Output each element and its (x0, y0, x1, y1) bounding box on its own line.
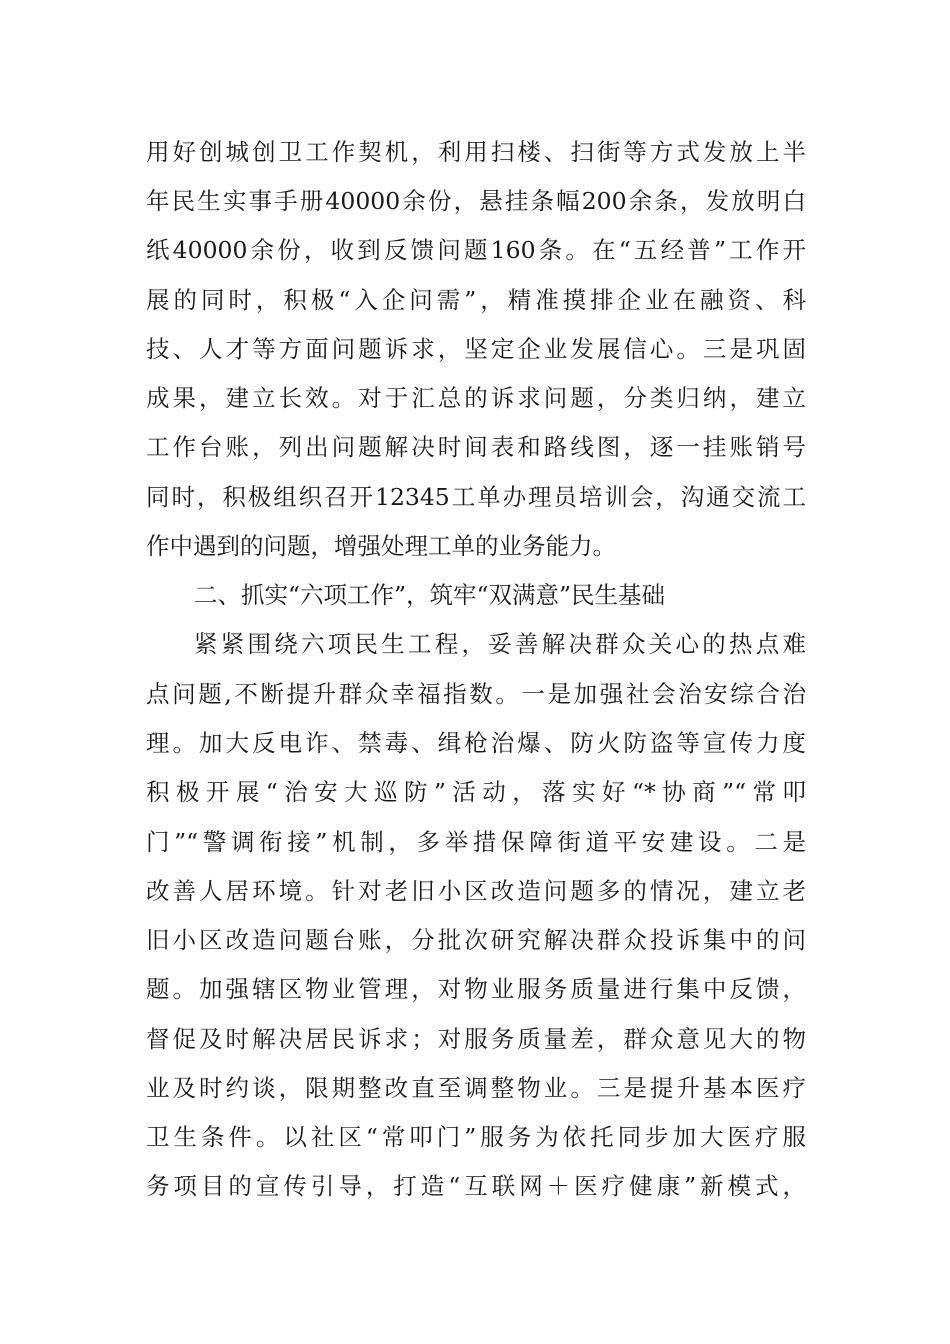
paragraph-line: 旧小区改造问题台账，分批次研究解决群众投诉集中的问 (146, 926, 806, 954)
paragraph-line: 用好创城创卫工作契机，利用扫楼、扫街等方式发放上半 (146, 138, 806, 166)
paragraph-line: 技、人才等方面问题诉求，坚定企业发展信心。三是巩固 (146, 335, 806, 363)
paragraph-line: 同时，积极组织召开12345工单办理员培训会，沟通交流工 (146, 483, 806, 511)
paragraph-line: 督促及时解决居民诉求；对服务质量差，群众意见大的物 (146, 1025, 806, 1053)
paragraph-line: 作中遇到的问题，增强处理工单的业务能力。 (146, 532, 616, 560)
paragraph-line: 成果，建立长效。对于汇总的诉求问题，分类归纳，建立 (146, 384, 806, 412)
paragraph-line: 展的同时，积极“入企问需”，精准摸排企业在融资、科 (146, 286, 806, 314)
paragraph-line: 业及时约谈，限期整改直至调整物业。三是提升基本医疗 (146, 1074, 806, 1102)
section-heading: 二、抓实“六项工作”，筑牢“双满意”民生基础 (194, 581, 666, 609)
paragraph-line: 积极开展“治安大巡防”活动，落实好“*协商”“常叩 (146, 778, 806, 806)
paragraph-line: 年民生实事手册40000余份，悬挂条幅200余条，发放明白 (146, 187, 806, 215)
paragraph-line: 点问题,不断提升群众幸福指数。一是加强社会治安综合治 (146, 680, 806, 708)
paragraph-line: 务项目的宣传引导，打造“互联网＋医疗健康”新模式， (146, 1172, 806, 1200)
paragraph-line: 卫生条件。以社区“常叩门”服务为依托同步加大医疗服 (146, 1123, 806, 1151)
paragraph-line: 题。加强辖区物业管理，对物业服务质量进行集中反馈， (146, 975, 806, 1003)
paragraph-line: 改善人居环境。针对老旧小区改造问题多的情况，建立老 (146, 877, 806, 905)
paragraph-line: 工作台账，列出问题解决时间表和路线图，逐一挂账销号 (146, 433, 806, 461)
paragraph-line: 紧紧围绕六项民生工程，妥善解决群众关心的热点难 (194, 630, 806, 658)
paragraph-line: 门”“警调衔接”机制，多举措保障街道平安建设。二是 (146, 828, 806, 856)
paragraph-line: 理。加大反电诈、禁毒、缉枪治爆、防火防盗等宣传力度 (146, 729, 806, 757)
paragraph-line: 纸40000余份，收到反馈问题160条。在“五经普”工作开 (146, 236, 806, 264)
